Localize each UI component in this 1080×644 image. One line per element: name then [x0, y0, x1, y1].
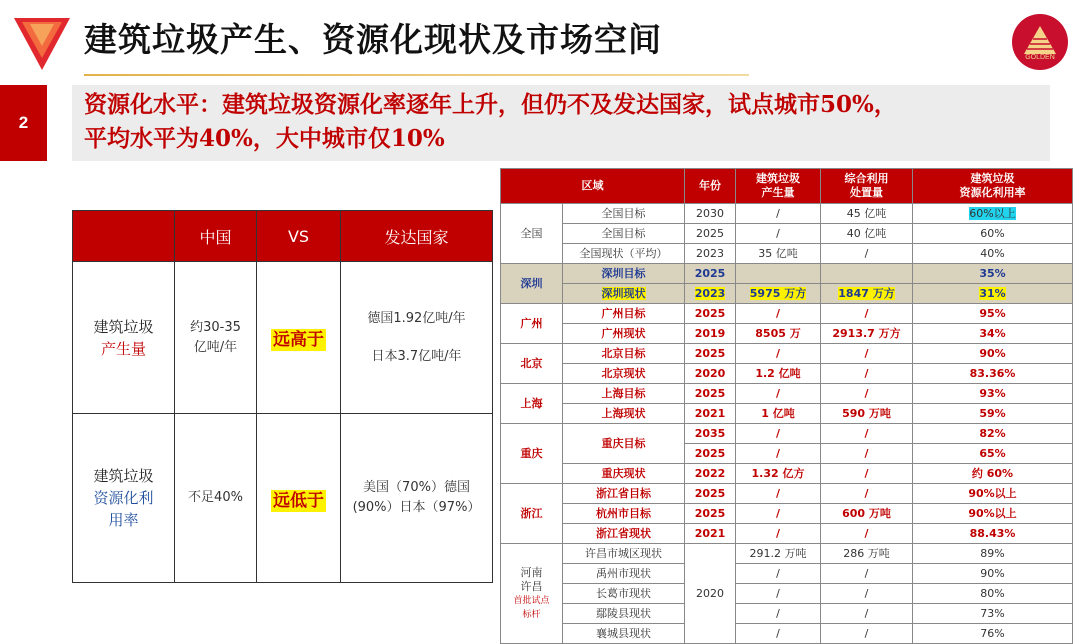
use-cell: / — [821, 384, 913, 404]
rate-cell: 90%以上 — [913, 484, 1073, 504]
china-value: 约30-35 亿吨/年 — [175, 262, 257, 414]
gen-cell: / — [736, 564, 821, 584]
item-cell: 重庆目标 — [563, 424, 685, 464]
row-label: 建筑垃圾 资源化利 用率 — [73, 414, 175, 583]
rate-cell: 76% — [913, 624, 1073, 644]
item-cell: 杭州市目标 — [563, 504, 685, 524]
rate-cell: 80% — [913, 584, 1073, 604]
use-cell: 600 万吨 — [821, 504, 913, 524]
comparison-row-generation — [73, 262, 493, 414]
rate-cell: 90% — [913, 564, 1073, 584]
region-cell: 深圳 — [501, 264, 563, 304]
item-cell: 许昌市城区现状 — [563, 544, 685, 564]
header-generation: 建筑垃圾 产生量 — [736, 169, 821, 204]
vs-value: 远高于 — [257, 262, 341, 414]
rate-cell: 89% — [913, 544, 1073, 564]
table-row — [501, 284, 1073, 304]
gen-cell — [736, 264, 821, 284]
comparison-row-utilization — [73, 414, 493, 583]
gen-cell: 291.2 万吨 — [736, 544, 821, 564]
table-row — [501, 584, 1073, 604]
gen-cell: / — [736, 384, 821, 404]
item-cell: 浙江省现状 — [563, 524, 685, 544]
use-cell: / — [821, 444, 913, 464]
item-cell: 全国目标 — [563, 224, 685, 244]
header-empty — [73, 211, 175, 262]
developed-value: 德国1.92亿吨/年 日本3.7亿吨/年 — [341, 262, 493, 414]
year-cell: 2023 — [685, 244, 736, 264]
item-cell: 广州现状 — [563, 324, 685, 344]
use-cell: 2913.7 万方 — [821, 324, 913, 344]
header-rate: 建筑垃圾 资源化利用率 — [913, 169, 1073, 204]
item-cell: 深圳目标 — [563, 264, 685, 284]
table-row — [501, 204, 1073, 224]
rate-cell: 93% — [913, 384, 1073, 404]
use-cell: 1847 万方 — [821, 284, 913, 304]
table-row — [501, 244, 1073, 264]
title-underline — [84, 74, 749, 76]
header-year: 年份 — [685, 169, 736, 204]
use-cell: / — [821, 424, 913, 444]
item-cell: 广州目标 — [563, 304, 685, 324]
table-row — [501, 364, 1073, 384]
table-row — [501, 464, 1073, 484]
logo-triangle-icon — [14, 18, 70, 70]
gen-cell: 1.2 亿吨 — [736, 364, 821, 384]
table-row — [501, 264, 1073, 284]
table-row — [501, 624, 1073, 644]
gen-cell: / — [736, 304, 821, 324]
gen-cell: / — [736, 204, 821, 224]
rate-cell: 59% — [913, 404, 1073, 424]
year-cell: 2035 — [685, 424, 736, 444]
year-cell: 2021 — [685, 404, 736, 424]
table-row — [501, 304, 1073, 324]
use-cell: / — [821, 304, 913, 324]
year-cell: 2025 — [685, 484, 736, 504]
table-row — [501, 524, 1073, 544]
data-header-row — [501, 169, 1073, 204]
gen-cell: / — [736, 584, 821, 604]
year-cell: 2025 — [685, 344, 736, 364]
comparison-table — [72, 210, 493, 583]
gen-cell: 5975 万方 — [736, 284, 821, 304]
subtitle-line-1: 资源化水平：建筑垃圾资源化率逐年上升，但仍不及发达国家，试点城市50%， — [84, 91, 897, 118]
vs-value: 远低于 — [257, 414, 341, 583]
table-row — [501, 544, 1073, 564]
use-cell: / — [821, 604, 913, 624]
gen-cell: / — [736, 604, 821, 624]
gen-cell: / — [736, 344, 821, 364]
use-cell: / — [821, 624, 913, 644]
year-cell: 2022 — [685, 464, 736, 484]
pyramid-icon — [1012, 14, 1068, 70]
year-cell: 2021 — [685, 524, 736, 544]
rate-cell: 40% — [913, 244, 1073, 264]
header-china: 中国 — [175, 211, 257, 262]
data-table — [500, 168, 1073, 644]
year-cell: 2020 — [685, 544, 736, 644]
rate-cell: 65% — [913, 444, 1073, 464]
row-label: 建筑垃圾 产生量 — [73, 262, 175, 414]
use-cell: / — [821, 344, 913, 364]
gen-cell: 1.32 亿方 — [736, 464, 821, 484]
use-cell: 590 万吨 — [821, 404, 913, 424]
rate-cell: 60% — [913, 224, 1073, 244]
year-cell: 2025 — [685, 304, 736, 324]
item-cell: 全国现状（平均） — [563, 244, 685, 264]
year-cell: 2023 — [685, 284, 736, 304]
developed-value: 美国（70%）德国 (90%）日本（97%） — [341, 414, 493, 583]
item-cell: 北京现状 — [563, 364, 685, 384]
year-cell: 2019 — [685, 324, 736, 344]
rate-cell: 90% — [913, 344, 1073, 364]
year-cell: 2030 — [685, 204, 736, 224]
rate-cell: 约 60% — [913, 464, 1073, 484]
table-row — [501, 484, 1073, 504]
item-cell: 禹州市现状 — [563, 564, 685, 584]
table-row — [501, 224, 1073, 244]
gen-cell: / — [736, 484, 821, 504]
year-cell: 2025 — [685, 264, 736, 284]
rate-cell: 60%以上 — [913, 204, 1073, 224]
rate-cell: 35% — [913, 264, 1073, 284]
table-row — [501, 564, 1073, 584]
use-cell: 45 亿吨 — [821, 204, 913, 224]
item-cell: 全国目标 — [563, 204, 685, 224]
table-row — [501, 404, 1073, 424]
use-cell — [821, 264, 913, 284]
item-cell: 深圳现状 — [563, 284, 685, 304]
item-cell: 北京目标 — [563, 344, 685, 364]
use-cell: / — [821, 484, 913, 504]
table-row — [501, 424, 1073, 444]
rate-cell: 31% — [913, 284, 1073, 304]
year-cell: 2020 — [685, 364, 736, 384]
table-row — [501, 344, 1073, 364]
item-cell: 上海目标 — [563, 384, 685, 404]
use-cell: / — [821, 524, 913, 544]
region-cell: 北京 — [501, 344, 563, 384]
rate-cell: 82% — [913, 424, 1073, 444]
gen-cell: / — [736, 444, 821, 464]
region-cell: 浙江 — [501, 484, 563, 544]
use-cell: / — [821, 244, 913, 264]
page-title: 建筑垃圾产生、资源化现状及市场空间 — [84, 20, 662, 59]
gen-cell: 35 亿吨 — [736, 244, 821, 264]
use-cell: / — [821, 464, 913, 484]
comparison-header-row — [73, 211, 493, 262]
gen-cell: / — [736, 504, 821, 524]
rate-cell: 88.43% — [913, 524, 1073, 544]
table-row — [501, 384, 1073, 404]
use-cell: / — [821, 584, 913, 604]
year-cell: 2025 — [685, 224, 736, 244]
item-cell: 鄢陵县现状 — [563, 604, 685, 624]
gen-cell: / — [736, 424, 821, 444]
region-cell: 全国 — [501, 204, 563, 264]
year-cell: 2025 — [685, 384, 736, 404]
header-developed: 发达国家 — [341, 211, 493, 262]
item-cell: 浙江省目标 — [563, 484, 685, 504]
table-row — [501, 604, 1073, 624]
subtitle-line-2: 平均水平为40%，大中城市仅10% — [84, 125, 445, 152]
subtitle — [84, 88, 1054, 156]
gen-cell: 8505 万 — [736, 324, 821, 344]
header-vs: VS — [257, 211, 341, 262]
item-cell: 重庆现状 — [563, 464, 685, 484]
year-cell: 2025 — [685, 504, 736, 524]
gen-cell: / — [736, 624, 821, 644]
item-cell: 上海现状 — [563, 404, 685, 424]
rate-cell: 90%以上 — [913, 504, 1073, 524]
region-cell: 广州 — [501, 304, 563, 344]
china-value: 不足40% — [175, 414, 257, 583]
gen-cell: / — [736, 524, 821, 544]
gen-cell: / — [736, 224, 821, 244]
use-cell: / — [821, 364, 913, 384]
table-row — [501, 324, 1073, 344]
page-number: 2 — [0, 85, 47, 161]
year-cell: 2025 — [685, 444, 736, 464]
header-utilization: 综合利用 处置量 — [821, 169, 913, 204]
use-cell: / — [821, 564, 913, 584]
gen-cell: 1 亿吨 — [736, 404, 821, 424]
brand-text: GOLDEN — [1025, 54, 1055, 61]
rate-cell: 73% — [913, 604, 1073, 624]
rate-cell: 83.36% — [913, 364, 1073, 384]
item-cell: 襄城县现状 — [563, 624, 685, 644]
region-cell: 重庆 — [501, 424, 563, 484]
region-cell: 上海 — [501, 384, 563, 424]
table-row — [501, 504, 1073, 524]
item-cell: 长葛市现状 — [563, 584, 685, 604]
use-cell: 286 万吨 — [821, 544, 913, 564]
use-cell: 40 亿吨 — [821, 224, 913, 244]
rate-cell: 34% — [913, 324, 1073, 344]
header-region: 区域 — [501, 169, 685, 204]
region-cell: 河南 许昌 首批试点 标杆 — [501, 544, 563, 644]
rate-cell: 95% — [913, 304, 1073, 324]
brand-logo — [1012, 14, 1068, 70]
